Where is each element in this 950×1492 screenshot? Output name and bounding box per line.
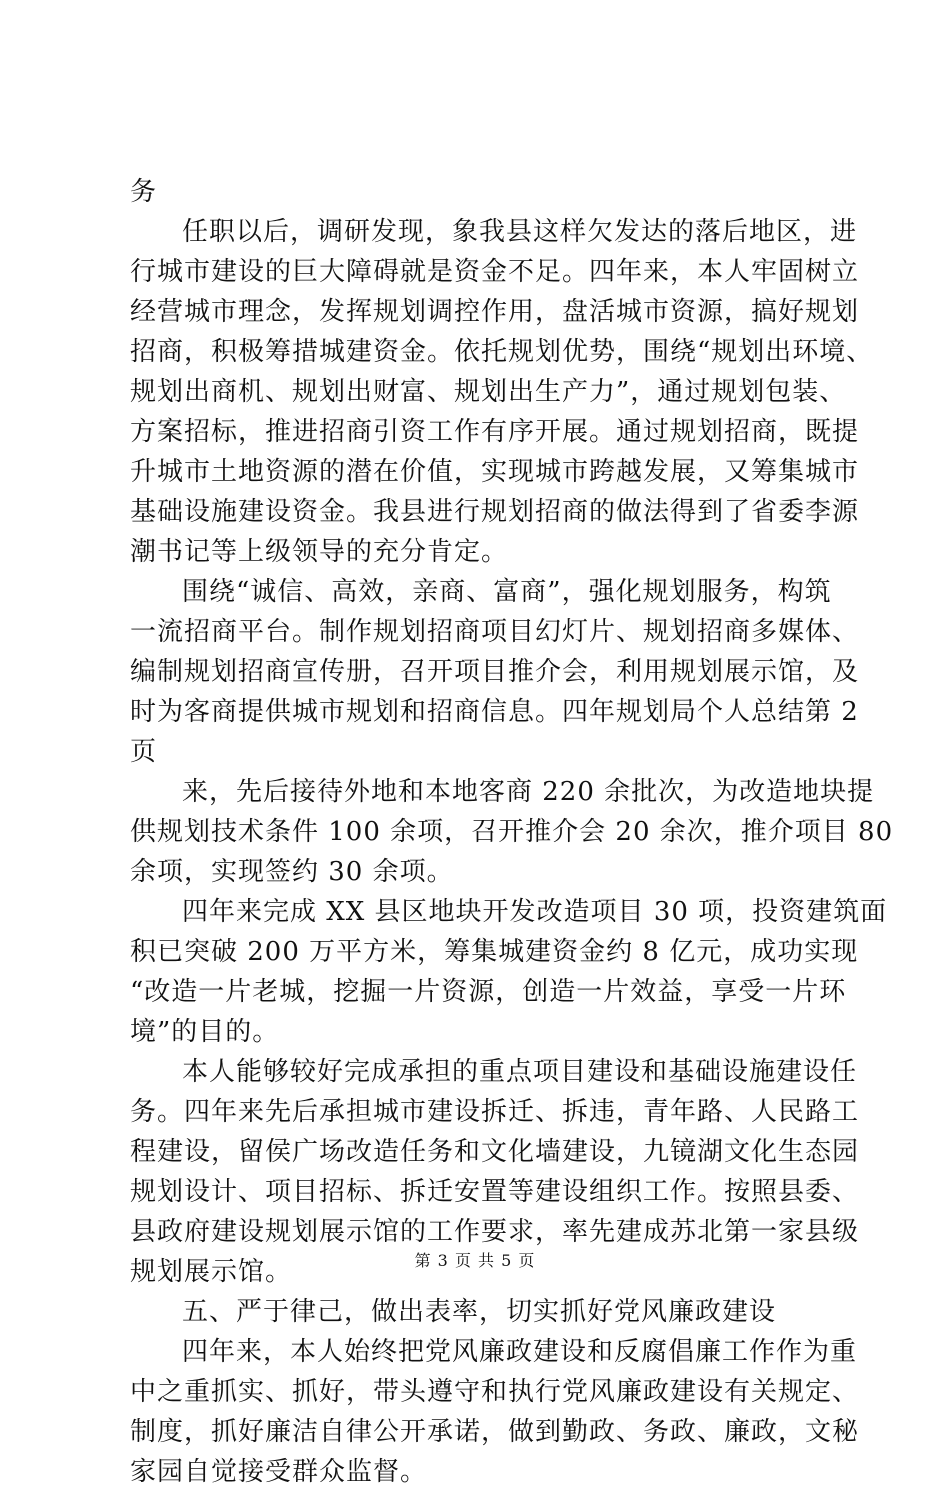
text-line: 一流招商平台。制作规划招商项目幻灯片、规划招商多媒体、 xyxy=(130,617,860,647)
text-line: 方案招标，推进招商引资工作有序开展。通过规划招商，既提 xyxy=(130,417,860,447)
text-line: 家园自觉接受群众监督。 xyxy=(130,1457,428,1487)
text-line: 规划展示馆。 xyxy=(130,1257,293,1287)
text-line: 规划设计、项目招标、拆迁安置等建设组织工作。按照县委、 xyxy=(130,1177,860,1207)
text-line: 基础设施建设资金。我县进行规划招商的做法得到了省委李源 xyxy=(130,497,860,527)
text-line: 供规划技术条件 100 余项，召开推介会 20 余次，推介项目 80 xyxy=(130,817,894,847)
text-line: 中之重抓实、抓好，带头遵守和执行党风廉政建设有关规定、 xyxy=(130,1377,860,1407)
text-line: 四年来完成 XX 县区地块开发改造项目 30 项，投资建筑面 xyxy=(182,897,888,927)
text-line: 时为客商提供城市规划和招商信息。四年规划局个人总结第 2 xyxy=(130,697,859,727)
text-line: 潮书记等上级领导的充分肯定。 xyxy=(130,537,509,567)
text-line: 制度，抓好廉洁自律公开承诺，做到勤政、务政、廉政，文秘 xyxy=(130,1417,860,1447)
text-line: 本人能够较好完成承担的重点项目建设和基础设施建设任 xyxy=(182,1057,858,1087)
text-line: 招商，积极筹措城建资金。依托规划优势，围绕“规划出环境、 xyxy=(130,337,874,367)
text-line: 升城市土地资源的潜在价值，实现城市跨越发展，又筹集城市 xyxy=(130,457,860,487)
text-line: 经营城市理念，发挥规划调控作用，盘活城市资源，搞好规划 xyxy=(130,297,860,327)
text-line: 务。四年来先后承担城市建设拆迁、拆违，青年路、人民路工 xyxy=(130,1097,860,1127)
text-line: 来，先后接待外地和本地客商 220 余批次，为改造地块提 xyxy=(182,777,875,807)
text-line: 务 xyxy=(130,177,158,207)
text-line: 围绕“诚信、高效，亲商、富商”，强化规划服务，构筑 xyxy=(182,577,832,607)
text-line: 程建设，留侯广场改造任务和文化墙建设，九镜湖文化生态园 xyxy=(130,1137,860,1167)
page-footer: 第 3 页 共 5 页 xyxy=(414,1251,536,1270)
text-line: 余项，实现签约 30 余项。 xyxy=(130,857,454,887)
text-line: “改造一片老城，挖掘一片资源，创造一片效益，享受一片环 xyxy=(130,977,847,1007)
text-line: 四年来，本人始终把党风廉政建设和反腐倡廉工作作为重 xyxy=(182,1337,858,1367)
text-line: 页 xyxy=(130,737,158,767)
text-line: 规划出商机、规划出财富、规划出生产力”，通过规划包装、 xyxy=(130,377,847,407)
text-line: 任职以后，调研发现，象我县这样欠发达的落后地区，进 xyxy=(182,217,858,247)
body-text xyxy=(130,172,894,1492)
text-line: 五、严于律己，做出表率，切实抓好党风廉政建设 xyxy=(182,1297,777,1327)
text-line: 编制规划招商宣传册，召开项目推介会，利用规划展示馆，及 xyxy=(130,657,860,687)
text-line: 积已突破 200 万平方米，筹集城建资金约 8 亿元，成功实现 xyxy=(130,937,859,967)
text-line: 行城市建设的巨大障碍就是资金不足。四年来，本人牢固树立 xyxy=(130,257,860,287)
text-line: 县政府建设规划展示馆的工作要求，率先建成苏北第一家县级 xyxy=(130,1217,860,1247)
text-line: 境”的目的。 xyxy=(130,1017,280,1047)
